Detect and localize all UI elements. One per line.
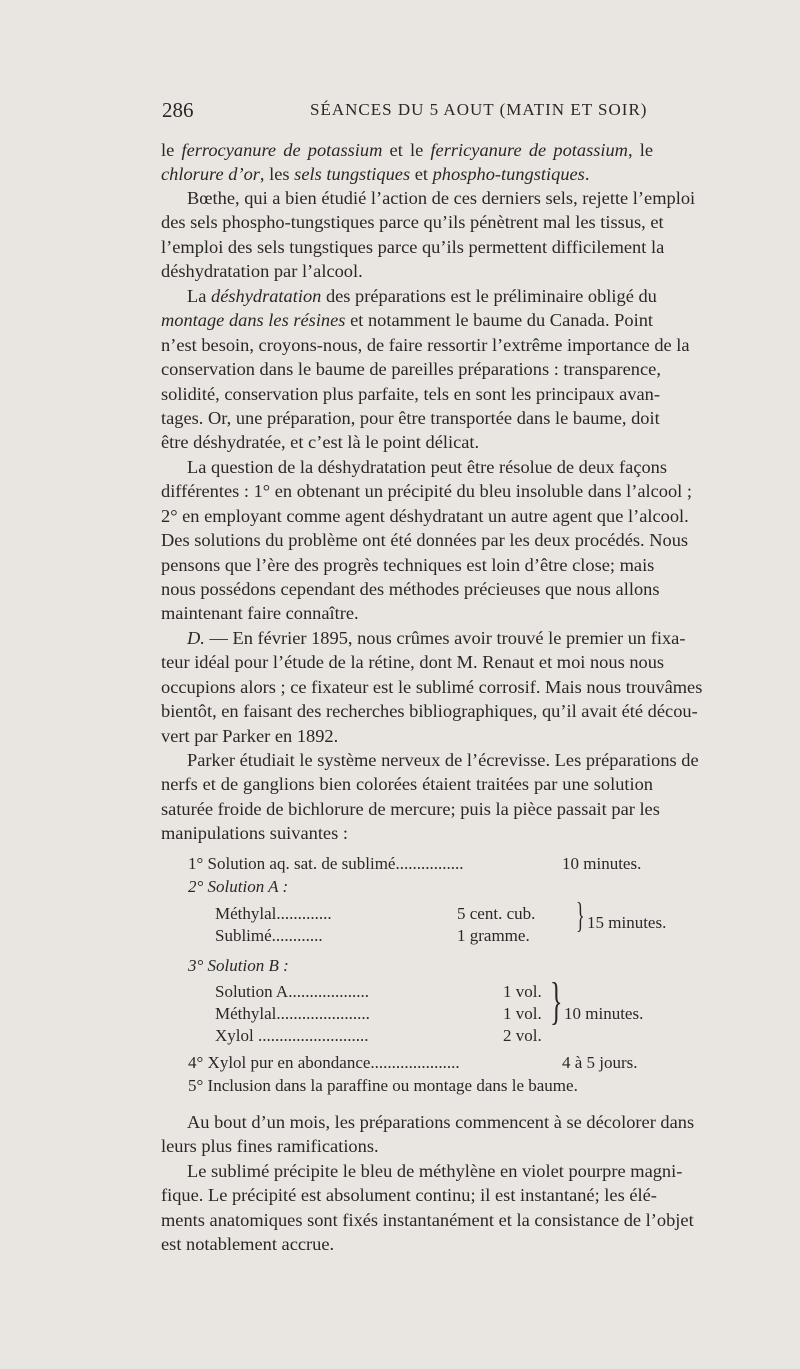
step-2-label: 2° Solution A :	[188, 877, 289, 896]
text-line: solidité, conservation plus parfaite, tels en sont les principaux avan-	[161, 383, 660, 404]
step-1-label: 1° Solution aq. sat. de sublimé................	[188, 854, 464, 873]
paragraph-2	[161, 186, 696, 284]
paragraph-6	[161, 748, 699, 846]
text-line: La déshydratation des préparations est le préliminaire obligé du	[187, 286, 657, 306]
page-number: 286	[162, 98, 194, 122]
text-line: différentes : 1° en obtenant un précipité du bleu insoluble dans l’alcool ;	[161, 481, 693, 502]
emphasis: sels tungstiques	[294, 164, 411, 185]
text-line: conservation dans le baume de pareilles préparations : transparence,	[161, 359, 661, 380]
text-line: montage dans les résines et notamment le baume du Canada. Point	[161, 310, 654, 331]
emphasis: ferricyanure de potassium	[430, 140, 628, 160]
text-line: D. — En février 1895, nous crûmes avoir trouvé le premier un fixa-	[187, 628, 686, 648]
emphasis: montage dans les résines	[161, 310, 346, 331]
text-line: l’emploi des sels tungstiques parce qu’ils permettent difficilement la	[161, 236, 665, 257]
text-line: nous possédons cependant des méthodes précieuses que nous allons	[161, 578, 660, 599]
step-1-time: 10 minutes.	[562, 854, 642, 873]
text-line: Bœthe, qui a bien étudié l’action de ces derniers sels, rejette l’emploi	[187, 188, 696, 208]
text-line: Le sublimé précipite le bleu de méthylène en violet pourpre magni-	[187, 1161, 683, 1181]
solution-b-row-1-qty: 1 vol.	[503, 982, 542, 1001]
text-line: est notablement accrue.	[161, 1234, 335, 1255]
running-title: SÉANCES DU 5 AOUT (MATIN ET SOIR)	[310, 100, 648, 119]
text-line: manipulations suivantes :	[161, 823, 348, 844]
right-brace: }	[550, 973, 563, 1030]
text-line: des sels phospho-tungstiques parce qu’ils pénètrent mal les tissus, et	[161, 212, 664, 233]
text-line: Des solutions du problème ont été données par les deux procédés. Nous	[161, 530, 689, 551]
text-line: déshydratation par l’alcool.	[161, 261, 363, 282]
paragraph-3	[161, 284, 690, 455]
solution-b-row-1-name: Solution A...................	[215, 982, 369, 1001]
step-3-label: 3° Solution B :	[188, 956, 289, 975]
solution-b-row-3-name: Xylol ..........................	[215, 1026, 369, 1045]
text-line: ments anatomiques sont fixés instantanément et la consistance de l’objet	[161, 1209, 694, 1230]
solution-a-row-2-qty: 1 gramme.	[457, 926, 530, 945]
text-line: n’est besoin, croyons-nous, de faire ressortir l’extrême importance de la	[161, 334, 690, 355]
solution-b-row-2-qty: 1 vol.	[503, 1004, 542, 1023]
solution-a-row-1-qty: 5 cent. cub.	[457, 904, 536, 923]
text-line: La question de la déshydratation peut être résolue de deux façons	[187, 457, 668, 477]
page-header	[162, 98, 652, 128]
text-line: bientôt, en faisant des recherches bibliographiques, qu’il avait été décou-	[161, 701, 698, 722]
paragraph-8	[161, 1159, 694, 1257]
emphasis: D.	[187, 628, 205, 648]
text-line: le ferrocyanure de potassium et le ferricyanure de potassium, le	[161, 140, 654, 160]
text-line: nerfs et de ganglions bien colorées étaient traitées par une solution	[161, 774, 653, 795]
text-line: occupions alors ; ce fixateur est le sublimé corrosif. Mais nous trouvâmes	[161, 676, 703, 697]
step-3-time: 10 minutes.	[564, 1004, 644, 1023]
text-line: maintenant faire connaître.	[161, 603, 359, 624]
solution-a-row-2-name: Sublimé............	[215, 926, 323, 945]
emphasis: chlorure d’or	[161, 164, 260, 185]
paragraph-4	[161, 455, 693, 626]
emphasis: déshydratation	[211, 286, 322, 306]
text-line: vert par Parker en 1892.	[161, 725, 339, 746]
text-line: Parker étudiait le système nerveux de l’écrevisse. Les préparations de	[187, 750, 699, 770]
text-line: Au bout d’un mois, les préparations commencent à se décolorer dans	[187, 1112, 695, 1132]
text-line: 2° en employant comme agent déshydratant un autre agent que l’alcool.	[161, 505, 689, 526]
text-line: être déshydratée, et c’est là le point délicat.	[161, 432, 480, 453]
text-line: saturée froide de bichlorure de mercure; puis la pièce passait par les	[161, 798, 660, 819]
step-2-time: 15 minutes.	[587, 913, 667, 932]
right-brace: }	[576, 895, 585, 935]
step-4-label: 4° Xylol pur en abondance.....................	[188, 1053, 460, 1072]
text-line: fique. Le précipité est absolument continu; il est instantané; les élé-	[161, 1185, 657, 1206]
solution-b-row-3-qty: 2 vol.	[503, 1026, 542, 1045]
emphasis: ferrocyanure de potassium	[181, 140, 383, 160]
solution-a-row-1-name: Méthylal.............	[215, 904, 332, 923]
text-line: teur idéal pour l’étude de la rétine, dont M. Renaut et moi nous nous	[161, 652, 665, 673]
text-line: chlorure d’or, les sels tungstiques et phospho-tungstiques.	[161, 164, 590, 185]
paragraph-1	[161, 138, 653, 187]
paragraph-7	[161, 1110, 695, 1159]
emphasis: phospho-tungstiques	[432, 164, 585, 185]
text-line: leurs plus fines ramifications.	[161, 1136, 379, 1157]
text-line: tages. Or, une préparation, pour être transportée dans le baume, doit	[161, 407, 660, 428]
paragraph-5	[161, 626, 703, 748]
step-5-label: 5° Inclusion dans la paraffine ou montage dans le baume.	[188, 1076, 578, 1095]
step-4-time: 4 à 5 jours.	[562, 1053, 638, 1072]
solution-b-row-2-name: Méthylal......................	[215, 1004, 370, 1023]
text-line: pensons que l’ère des progrès techniques est loin d’être close; mais	[161, 554, 655, 575]
